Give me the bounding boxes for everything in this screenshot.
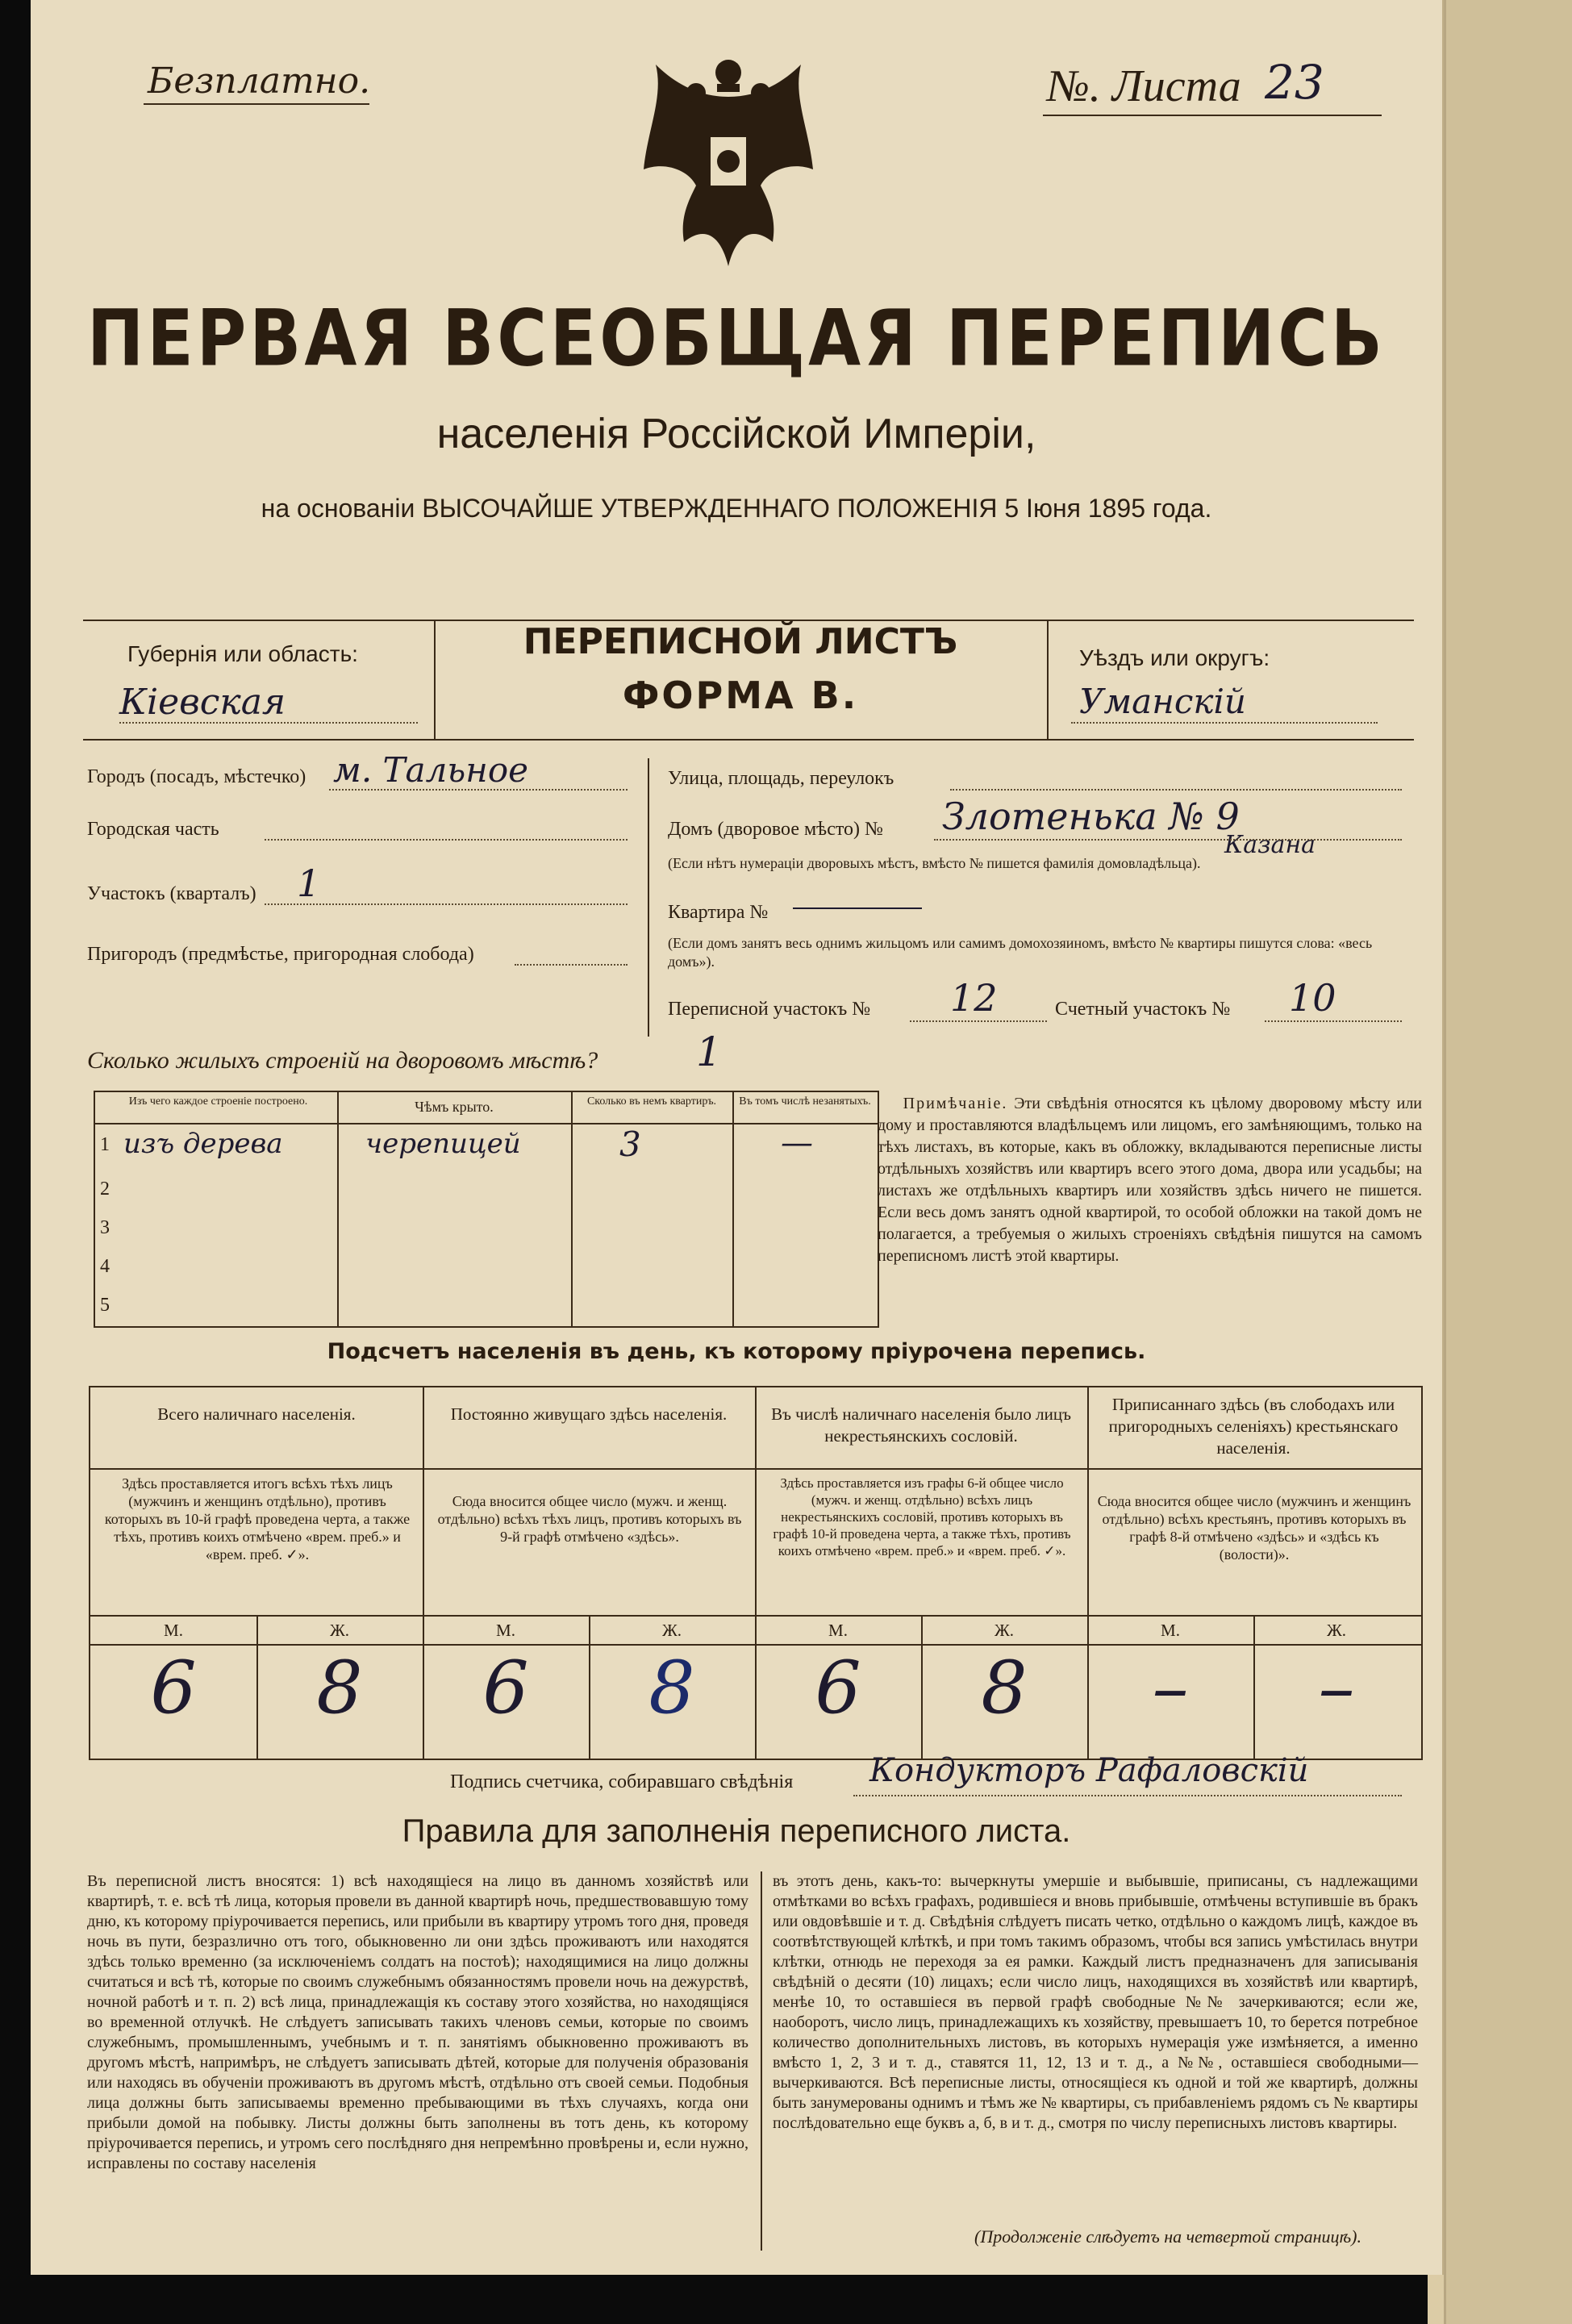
buildings-question: Сколько жилыхъ строеній на дворовомъ мѣстѣ? — [87, 1047, 598, 1074]
permanent-female-value: 8 — [648, 1646, 695, 1730]
apartment-label: Квартира № — [668, 902, 769, 923]
sheet-number-value: 23 — [1265, 55, 1324, 110]
census-plot-value: 12 — [950, 976, 998, 1020]
city-value: м. Тальное — [333, 750, 528, 790]
rules-right-column: въ этотъ день, какъ-то: вычеркнуты умершіе и выбывшіе, приписаны, съ надлежащими отмѣтками во всѣхъ графахъ, родившіеся и вновь прибывшіе, отмѣчены вступившіе въ бракъ или овдовѣвшіе и т. д. Свѣдѣнія слѣдуетъ писать четко, отдѣльно о каждомъ лицѣ, каждое въ соотвѣтствующей клѣткѣ, и при томъ такимъ образомъ, чтобы вся запись умѣстилась внутри клѣтки, отнюдь не переходя за ея рамки. Каждый листъ предназначенъ для записыванія свѣдѣній о десяти (10) лицахъ; если число лицъ, находящихся въ хозяйствѣ или квартирѣ, менѣе 10, то оставшіеся въ первой графѣ свободные №№ зачеркиваются; если же, наоборотъ, число лицъ, принадлежащихъ къ хозяйству, превышаетъ 10, то берется потребное количество дополнительныхъ листовъ, въ которыхъ нумерація уже измѣняется, а именно вмѣсто 1, 2, 3 и т. д., ставятся 11, 12, 13 и т. д., а №№, оставшіеся свободными—вычеркиваются. Всѣ переписные листы, относящіеся къ одной и той же квартирѣ, должны быть занумерованы однимъ и тѣмъ же № квартиры, съ прибавленіемъ рядомъ съ № квартиры послѣдовательно еще буквъ а, б, в и т. д., смотря по числу переписныхъ листовъ квартиры. — [773, 1872, 1418, 2132]
sheet-number-underline — [1043, 115, 1382, 116]
street-line — [950, 789, 1402, 791]
row-number: 4 — [100, 1256, 110, 1277]
house-line — [934, 839, 1402, 841]
tally-desc-2: Сюда вносится общее число (мужч. и женщ. отдѣльно) всѣхъ тѣхъ лицъ, противъ которыхъ въ 9-й графѣ отмѣчено «здѣсь». — [437, 1493, 742, 1545]
house-value: Злотенька № 9 — [942, 795, 1240, 838]
buildings-note — [878, 1093, 1422, 1267]
district-line — [265, 839, 628, 841]
main-title: ПЕРВАЯ ВСЕОБЩАЯ ПЕРЕПИСЬ — [87, 292, 1386, 384]
rules-continued: (Продолженіе слѣдуетъ на четвертой страницѣ). — [974, 2226, 1361, 2247]
form-name: ФОРМА В. — [622, 674, 859, 717]
col-vacant-header: Въ томъ числѣ незанятыхъ. — [739, 1095, 871, 1108]
male-label: М. — [496, 1621, 515, 1640]
tally-desc-1: Здѣсь проставляется итогъ всѣхъ тѣхъ лицъ (мужчинъ и женщинъ отдѣльно), противъ которыхъ въ 10-й графѣ проведена черта, а также тѣхъ, противъ коихъ отмѣчено «врем. преб.» и «врем. преб. ✓». — [104, 1475, 411, 1563]
signature-value: Кондукторъ Рафаловскій — [869, 1752, 1309, 1789]
row-number: 5 — [100, 1295, 110, 1316]
material-value: изъ дерева — [123, 1128, 283, 1160]
address-divider — [648, 758, 649, 1037]
house-label: Домъ (дворовое мѣсто) № — [668, 819, 883, 840]
back-sheet-edge-2 — [1444, 0, 1572, 2324]
rules-left-column: Въ переписной листъ вносятся: 1) всѣ находящіеся на лицо въ данномъ хозяйствѣ или квартирѣ, т. е. всѣ тѣ лица, которыя провели въ данной квартирѣ ночь, предшествовавшую тому дню, къ которому пріурочивается перепись, или прибыли въ квартиру утромъ того дня, проведя ночь въ пути, безразлично отъ того, обыкновенно ли они здѣсь проживаютъ или находятся здѣсь только временно (за исключеніемъ солдатъ на постоѣ); находящимися на лицо должны считаться и всѣ тѣ, которые по своимъ служебнымъ обязанностямъ провели ночь на дежурствѣ, ночной работѣ и т. п. 2) всѣ лица, принадлежащія къ составу этого хозяйства, но находящіяся во временной отлучкѣ. Не слѣдуетъ записывать такихъ членовъ семьи, которые по своимъ служебнымъ, промышленнымъ, учебнымъ и т. п. занятіямъ обыкновенно проживаютъ въ другомъ мѣстѣ, напримѣръ, не слѣдуетъ записывать дѣтей, которые для полученія образованія или находясь въ обученіи проживаютъ въ другомъ мѣстѣ, отдѣльно отъ своей семьи. Подобныя лица должны быть записываемы временно пребывающими въ тѣхъ случаяхъ, когда они прибыли домой на побывку. Листы должны быть заполнены въ тотъ день, къ которому пріурочивается перепись, и утромъ сего послѣдняго дня непремѣнно провѣрены и, если нужно, исправлены по составу населенія — [87, 1872, 748, 2172]
apartment-dash — [793, 907, 922, 909]
sheet-number-label: №. Листа — [1047, 61, 1241, 111]
house-note: (Если нѣтъ нумераціи дворовыхъ мѣстъ, вмѣсто № пишется фамилія домовладѣльца). — [668, 855, 1201, 871]
building-row — [95, 1124, 878, 1165]
col-apartments-header: Сколько въ немъ квартиръ. — [586, 1095, 717, 1108]
subtitle: населенія Россійской Имперіи, — [436, 411, 1036, 457]
suburb-label: Пригородъ (предмѣстье, пригородная слобода) — [87, 944, 474, 965]
census-plot-label: Переписной участокъ № — [668, 999, 871, 1020]
tally-head-3: Въ числѣ наличнаго населенія было лицъ некрестьянскихъ сословій. — [771, 1404, 1071, 1446]
precinct-label: Участокъ (кварталъ) — [87, 883, 256, 904]
tally-desc-4: Сюда вносится общее число (мужчинъ и женщинъ отдѣльно) всѣхъ крестьянъ, противъ которыхъ въ графѣ 8-й отмѣчено «здѣсь» и «здѣсь къ (волости)». — [1097, 1493, 1411, 1563]
form-bottom-rule — [83, 739, 1414, 741]
non-peasant-female-value: 8 — [981, 1646, 1028, 1730]
male-label: М. — [828, 1621, 848, 1640]
row-number: 2 — [100, 1179, 110, 1200]
tally-head-2: Постоянно живущаго здѣсь населенія. — [450, 1404, 728, 1424]
non-peasant-male-value: 6 — [815, 1646, 861, 1730]
rules-title: Правила для заполненія переписного листа. — [402, 1813, 1071, 1849]
gubernia-value: Кіевская — [119, 682, 286, 723]
uezd-value: Уманскій — [1079, 682, 1246, 721]
apartments-value: 3 — [619, 1124, 641, 1164]
free-underline — [144, 103, 369, 105]
census-plot-line — [910, 1020, 1047, 1022]
row-number: 1 — [100, 1134, 110, 1155]
city-label: Городъ (посадъ, мѣстечко) — [87, 766, 306, 787]
note-title: Примѣчаніе. — [903, 1095, 1008, 1112]
apartment-note: (Если домъ занятъ весь однимъ жильцомъ или самимъ домохозяиномъ, вмѣсто № квартиры пишутся слова: «весь домъ»). — [668, 935, 1373, 970]
signature-line — [853, 1795, 1402, 1796]
tally-title: Подсчетъ населенія въ день, къ которому пріурочена перепись. — [327, 1339, 1146, 1364]
form-divider-right — [1047, 620, 1049, 741]
legal-basis: на основаніи ВЫСОЧАЙШЕ УТВЕРЖДЕННАГО ПОЛОЖЕНІЯ 5 Іюня 1895 года. — [261, 494, 1212, 523]
tally-desc-3: Здѣсь проставляется изъ графы 6-й общее число (мужч. и женщ. отдѣльно) всѣхъ лицъ некрестьянскихъ сословій, противъ которыхъ въ графѣ 10-й проведена черта, а также тѣхъ, противъ коихъ отмѣчено «врем. преб.» и «врем. преб. ✓». — [773, 1475, 1071, 1558]
col-roof-header: Чѣмъ крыто. — [415, 1099, 494, 1115]
form-title: ПЕРЕПИСНОЙ ЛИСТЪ — [523, 621, 958, 662]
free-label: Безплатно. — [148, 60, 371, 102]
street-label: Улица, площадь, переулокъ — [668, 768, 894, 789]
permanent-male-value: 6 — [482, 1646, 529, 1730]
suburb-line — [515, 964, 628, 966]
uezd-line — [1071, 722, 1378, 724]
city-line — [329, 789, 628, 791]
tally-head-4: Приписаннаго здѣсь (въ слободахъ или пригородныхъ селеніяхъ) крестьянскаго населенія. — [1108, 1395, 1399, 1458]
tally-head-1: Всего наличнаго населенія. — [157, 1404, 356, 1424]
rules-column-divider — [761, 1871, 762, 2251]
gubernia-label: Губернія или область: — [127, 641, 358, 666]
buildings-table — [94, 1091, 879, 1328]
male-label: М. — [1161, 1621, 1180, 1640]
total-female-value: 8 — [316, 1646, 363, 1730]
precinct-line — [265, 903, 628, 905]
signature-label: Подпись счетчика, собиравшаго свѣдѣнія — [450, 1771, 794, 1792]
total-male-value: 6 — [150, 1646, 197, 1730]
col-material-header: Изъ чего каждое строеніе построено. — [128, 1095, 308, 1108]
house-value-2: Казана — [1224, 831, 1316, 859]
male-label: М. — [164, 1621, 183, 1640]
female-label: Ж. — [329, 1621, 350, 1640]
uezd-label: Уѣздъ или округъ: — [1079, 645, 1270, 670]
count-plot-line — [1265, 1020, 1402, 1022]
count-plot-value: 10 — [1289, 976, 1336, 1020]
female-label: Ж. — [1326, 1621, 1347, 1640]
female-label: Ж. — [661, 1621, 682, 1640]
roof-value: черепицей — [365, 1128, 521, 1160]
gubernia-line — [119, 722, 418, 724]
census-sheet — [31, 0, 1444, 2275]
buildings-answer: 1 — [696, 1028, 722, 1075]
tally-table — [89, 1386, 1423, 1760]
double-headed-eagle-icon — [640, 48, 817, 274]
precinct-value: 1 — [297, 862, 321, 905]
female-label: Ж. — [994, 1621, 1015, 1640]
note-text: Эти свѣдѣнія относятся къ цѣлому дворовому мѣсту или дому и проставляются владѣльцемъ или лицомъ, его замѣняющимъ, только на тѣхъ листахъ, въ которые, какъ въ обложку, вкладываются переписные листы отдѣльныхъ хозяйствъ или квартиръ всего этого дома, двора или усадьбы; на листахъ же отдѣльныхъ квартиръ или хозяйствъ здѣсь ничего не пишется. Если весь домъ занятъ одной квартирой, то особой обложки на такой домъ не полагается, а требуемыя о жилыхъ строеніяхъ свѣдѣнія пишутся на самомъ переписномъ листѣ этой квартиры. — [878, 1095, 1422, 1265]
vacant-value: — — [781, 1124, 813, 1162]
peasant-female-value: – — [1318, 1646, 1355, 1730]
row-number: 3 — [100, 1217, 110, 1238]
count-plot-label: Счетный участокъ № — [1055, 999, 1231, 1020]
district-label: Городская часть — [87, 819, 219, 840]
peasant-male-value: – — [1152, 1646, 1189, 1730]
